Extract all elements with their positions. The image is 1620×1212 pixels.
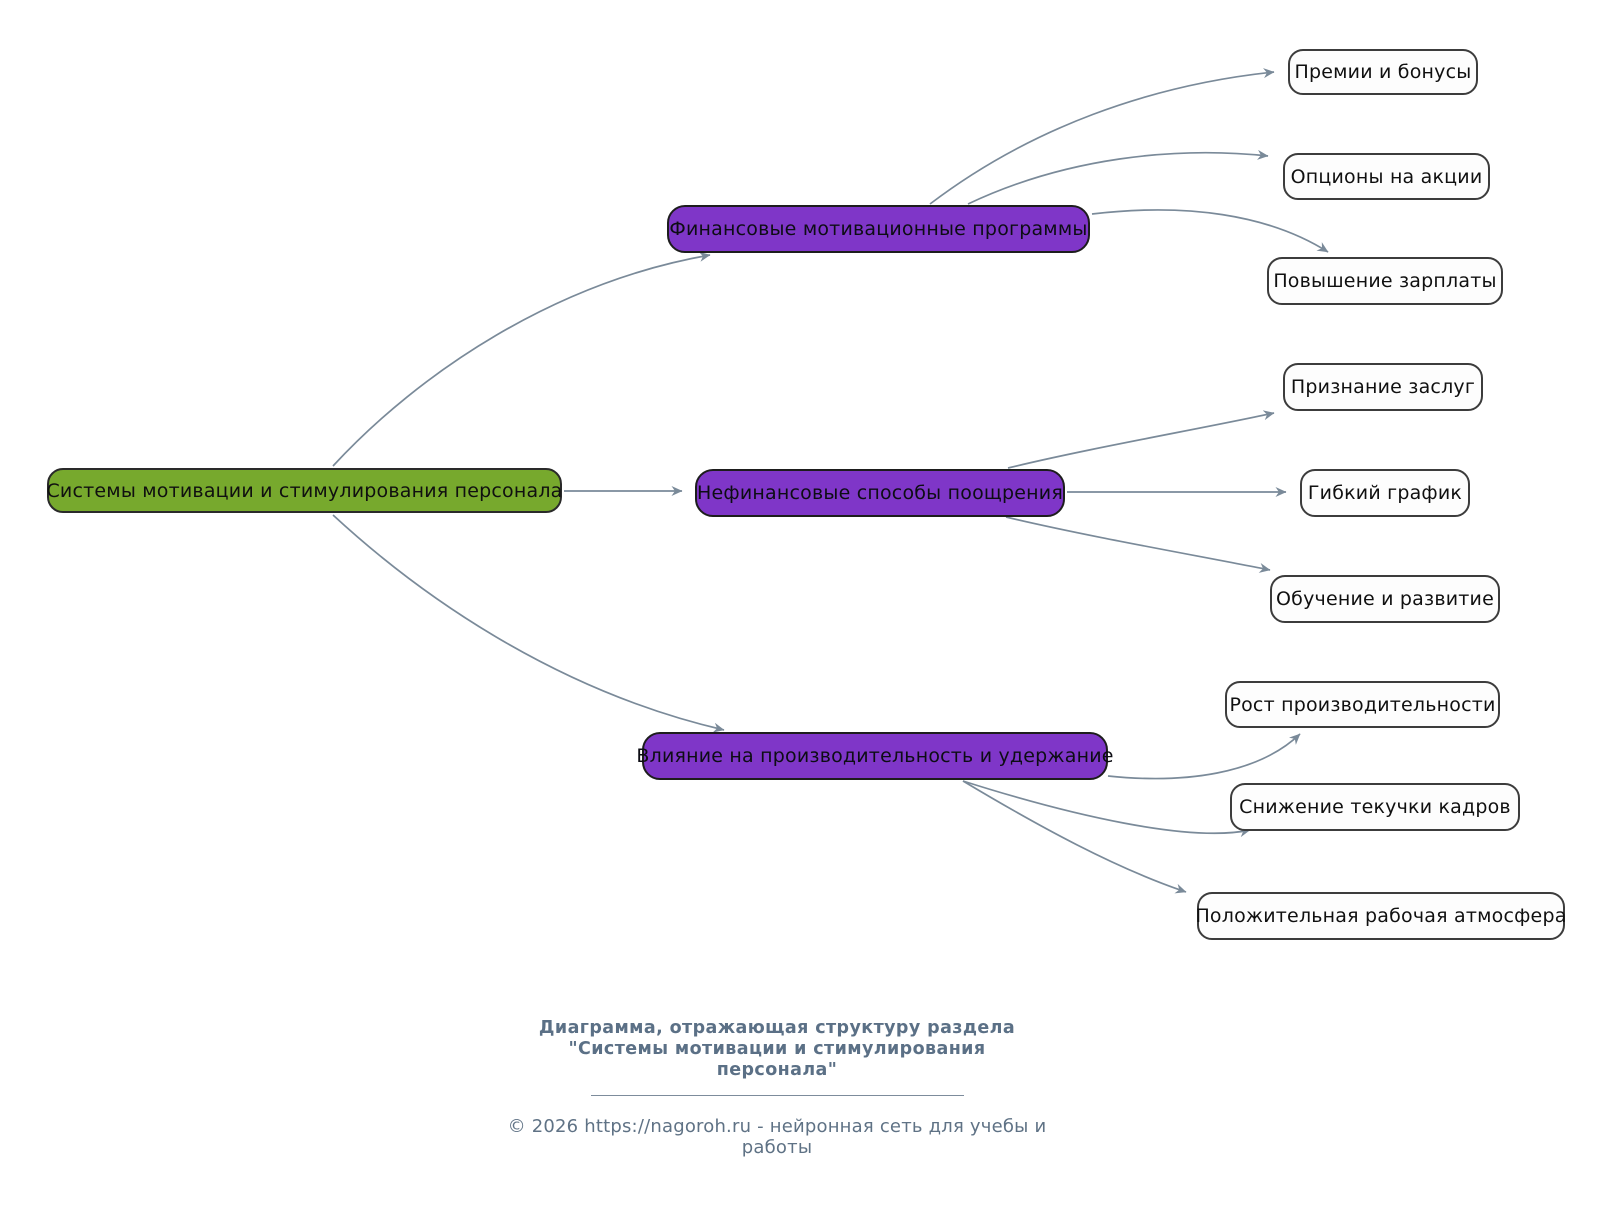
edge-financial-to-bonuses [930, 72, 1274, 204]
leaf-node-salary-raise: Повышение зарплаты [1267, 257, 1503, 305]
edge-impact-to-productivity [1108, 734, 1300, 779]
leaf-node-productivity-growth: Рост производительности [1225, 681, 1500, 728]
edge-financial-to-salary [1092, 210, 1328, 252]
root-node-motivation-systems: Системы мотивации и стимулирования персонала [47, 468, 562, 513]
edge-nonfinancial-to-training [1006, 517, 1270, 570]
leaf-node-positive-atmosphere: Положительная рабочая атмосфера [1197, 892, 1565, 940]
footer-separator-line [591, 1095, 964, 1096]
branch-node-financial-programs: Финансовые мотивационные программы [667, 205, 1090, 253]
edge-financial-to-options [968, 153, 1268, 204]
edge-root-to-financial [333, 255, 710, 466]
branch-node-nonfinancial-incentives: Нефинансовые способы поощрения [695, 469, 1065, 517]
footer-copyright: © 2026 https://nagoroh.ru - нейронная сеть для учебы и работы [507, 1116, 1047, 1158]
footer [477, 1018, 1077, 1158]
footer-caption-line-3: персонала" [716, 1060, 838, 1080]
branch-node-impact-retention: Влияние на производительность и удержание [642, 732, 1108, 780]
leaf-node-bonuses: Премии и бонусы [1288, 49, 1478, 95]
leaf-node-stock-options: Опционы на акции [1283, 153, 1490, 200]
footer-caption-line-1: Диаграмма, отражающая структуру раздела [538, 1018, 1016, 1038]
edge-root-to-impact [333, 515, 724, 730]
leaf-node-turnover-reduction: Снижение текучки кадров [1230, 783, 1520, 831]
edge-nonfinancial-to-recognition [1008, 413, 1274, 468]
edge-impact-to-atmosphere [963, 781, 1186, 892]
leaf-node-flexible-schedule: Гибкий график [1300, 469, 1470, 517]
footer-caption-line-2: "Системы мотивации и стимулирования [568, 1039, 986, 1059]
leaf-node-recognition: Признание заслуг [1283, 363, 1483, 411]
leaf-node-training-development: Обучение и развитие [1270, 575, 1500, 623]
